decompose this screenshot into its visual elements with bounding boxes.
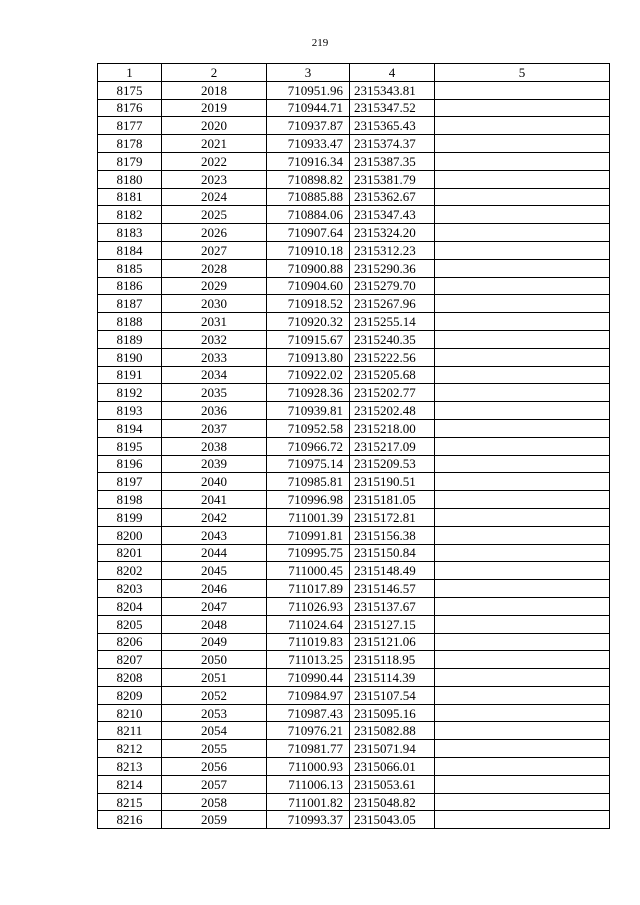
- y-coordinate-cell: 2315279.70: [350, 277, 435, 295]
- table-row: [98, 206, 610, 224]
- y-coordinate-cell: 2315048.82: [350, 793, 435, 811]
- point-number-cell: 8184: [98, 241, 162, 259]
- x-coordinate-cell: 711000.93: [267, 758, 350, 776]
- secondary-number-cell: 2039: [162, 455, 267, 473]
- secondary-number-cell: 2021: [162, 135, 267, 153]
- y-coordinate-cell: 2315150.84: [350, 544, 435, 562]
- table-row: [98, 562, 610, 580]
- secondary-number-cell: 2045: [162, 562, 267, 580]
- secondary-number-cell: 2028: [162, 259, 267, 277]
- x-coordinate-cell: 710951.96: [267, 81, 350, 99]
- x-coordinate-cell: 711024.64: [267, 615, 350, 633]
- note-cell: [435, 580, 610, 598]
- y-coordinate-cell: 2315190.51: [350, 473, 435, 491]
- secondary-number-cell: 2043: [162, 526, 267, 544]
- x-coordinate-cell: 710885.88: [267, 188, 350, 206]
- y-coordinate-cell: 2315347.43: [350, 206, 435, 224]
- point-number-cell: 8183: [98, 224, 162, 242]
- secondary-number-cell: 2059: [162, 811, 267, 829]
- x-coordinate-cell: 710922.02: [267, 366, 350, 384]
- y-coordinate-cell: 2315290.36: [350, 259, 435, 277]
- point-number-cell: 8202: [98, 562, 162, 580]
- y-coordinate-cell: 2315053.61: [350, 775, 435, 793]
- y-coordinate-cell: 2315172.81: [350, 508, 435, 526]
- y-coordinate-cell: 2315202.48: [350, 402, 435, 420]
- point-number-cell: 8198: [98, 491, 162, 509]
- x-coordinate-cell: 710976.21: [267, 722, 350, 740]
- note-cell: [435, 544, 610, 562]
- secondary-number-cell: 2034: [162, 366, 267, 384]
- point-number-cell: 8199: [98, 508, 162, 526]
- note-cell: [435, 277, 610, 295]
- x-coordinate-cell: 711013.25: [267, 651, 350, 669]
- table-row: [98, 277, 610, 295]
- y-coordinate-cell: 2315127.15: [350, 615, 435, 633]
- secondary-number-cell: 2051: [162, 669, 267, 687]
- y-coordinate-cell: 2315209.53: [350, 455, 435, 473]
- point-number-cell: 8212: [98, 740, 162, 758]
- note-cell: [435, 259, 610, 277]
- coordinates-table: [97, 63, 610, 829]
- x-coordinate-cell: 710995.75: [267, 544, 350, 562]
- table-row: [98, 99, 610, 117]
- point-number-cell: 8215: [98, 793, 162, 811]
- y-coordinate-cell: 2315114.39: [350, 669, 435, 687]
- y-coordinate-cell: 2315066.01: [350, 758, 435, 776]
- point-number-cell: 8207: [98, 651, 162, 669]
- secondary-number-cell: 2046: [162, 580, 267, 598]
- note-cell: [435, 669, 610, 687]
- x-coordinate-cell: 710987.43: [267, 704, 350, 722]
- table-row: [98, 117, 610, 135]
- x-coordinate-cell: 711006.13: [267, 775, 350, 793]
- y-coordinate-cell: 2315202.77: [350, 384, 435, 402]
- secondary-number-cell: 2022: [162, 152, 267, 170]
- note-cell: [435, 99, 610, 117]
- x-coordinate-cell: 710939.81: [267, 402, 350, 420]
- y-coordinate-cell: 2315118.95: [350, 651, 435, 669]
- note-cell: [435, 793, 610, 811]
- x-coordinate-cell: 710985.81: [267, 473, 350, 491]
- y-coordinate-cell: 2315082.88: [350, 722, 435, 740]
- secondary-number-cell: 2036: [162, 402, 267, 420]
- x-coordinate-cell: 710966.72: [267, 437, 350, 455]
- y-coordinate-cell: 2315312.23: [350, 241, 435, 259]
- secondary-number-cell: 2041: [162, 491, 267, 509]
- point-number-cell: 8176: [98, 99, 162, 117]
- note-cell: [435, 188, 610, 206]
- y-coordinate-cell: 2315043.05: [350, 811, 435, 829]
- table-row: [98, 704, 610, 722]
- point-number-cell: 8208: [98, 669, 162, 687]
- table-row: [98, 348, 610, 366]
- point-number-cell: 8192: [98, 384, 162, 402]
- note-cell: [435, 562, 610, 580]
- x-coordinate-cell: 710918.52: [267, 295, 350, 313]
- note-cell: [435, 366, 610, 384]
- point-number-cell: 8209: [98, 686, 162, 704]
- table-row: [98, 508, 610, 526]
- y-coordinate-cell: 2315343.81: [350, 81, 435, 99]
- point-number-cell: 8196: [98, 455, 162, 473]
- secondary-number-cell: 2030: [162, 295, 267, 313]
- point-number-cell: 8195: [98, 437, 162, 455]
- table-row: [98, 491, 610, 509]
- x-coordinate-cell: 710996.98: [267, 491, 350, 509]
- secondary-number-cell: 2053: [162, 704, 267, 722]
- table-row: [98, 758, 610, 776]
- point-number-cell: 8194: [98, 419, 162, 437]
- x-coordinate-cell: 710933.47: [267, 135, 350, 153]
- note-cell: [435, 686, 610, 704]
- secondary-number-cell: 2054: [162, 722, 267, 740]
- note-cell: [435, 775, 610, 793]
- point-number-cell: 8179: [98, 152, 162, 170]
- point-number-cell: 8213: [98, 758, 162, 776]
- table-row: [98, 366, 610, 384]
- note-cell: [435, 117, 610, 135]
- point-number-cell: 8189: [98, 330, 162, 348]
- y-coordinate-cell: 2315267.96: [350, 295, 435, 313]
- secondary-number-cell: 2058: [162, 793, 267, 811]
- note-cell: [435, 651, 610, 669]
- y-coordinate-cell: 2315148.49: [350, 562, 435, 580]
- table-row: [98, 615, 610, 633]
- secondary-number-cell: 2048: [162, 615, 267, 633]
- x-coordinate-cell: 710916.34: [267, 152, 350, 170]
- table-row: [98, 455, 610, 473]
- table-row: [98, 135, 610, 153]
- table-row: [98, 669, 610, 687]
- table-row: [98, 437, 610, 455]
- x-coordinate-cell: 710975.14: [267, 455, 350, 473]
- secondary-number-cell: 2052: [162, 686, 267, 704]
- note-cell: [435, 597, 610, 615]
- secondary-number-cell: 2025: [162, 206, 267, 224]
- note-cell: [435, 135, 610, 153]
- note-cell: [435, 313, 610, 331]
- table-body: [98, 81, 610, 828]
- secondary-number-cell: 2038: [162, 437, 267, 455]
- point-number-cell: 8188: [98, 313, 162, 331]
- secondary-number-cell: 2055: [162, 740, 267, 758]
- table-row: [98, 188, 610, 206]
- table-row: [98, 722, 610, 740]
- note-cell: [435, 722, 610, 740]
- point-number-cell: 8201: [98, 544, 162, 562]
- point-number-cell: 8210: [98, 704, 162, 722]
- y-coordinate-cell: 2315121.06: [350, 633, 435, 651]
- column-header: 1: [98, 64, 162, 82]
- table-row: [98, 295, 610, 313]
- y-coordinate-cell: 2315181.05: [350, 491, 435, 509]
- x-coordinate-cell: 710937.87: [267, 117, 350, 135]
- x-coordinate-cell: 710907.64: [267, 224, 350, 242]
- y-coordinate-cell: 2315365.43: [350, 117, 435, 135]
- point-number-cell: 8211: [98, 722, 162, 740]
- y-coordinate-cell: 2315146.57: [350, 580, 435, 598]
- note-cell: [435, 491, 610, 509]
- y-coordinate-cell: 2315071.94: [350, 740, 435, 758]
- x-coordinate-cell: 710920.32: [267, 313, 350, 331]
- point-number-cell: 8214: [98, 775, 162, 793]
- note-cell: [435, 740, 610, 758]
- x-coordinate-cell: 711001.39: [267, 508, 350, 526]
- x-coordinate-cell: 710990.44: [267, 669, 350, 687]
- secondary-number-cell: 2040: [162, 473, 267, 491]
- x-coordinate-cell: 710991.81: [267, 526, 350, 544]
- column-header: 2: [162, 64, 267, 82]
- secondary-number-cell: 2056: [162, 758, 267, 776]
- table-row: [98, 544, 610, 562]
- point-number-cell: 8175: [98, 81, 162, 99]
- secondary-number-cell: 2019: [162, 99, 267, 117]
- secondary-number-cell: 2044: [162, 544, 267, 562]
- x-coordinate-cell: 710915.67: [267, 330, 350, 348]
- note-cell: [435, 384, 610, 402]
- secondary-number-cell: 2033: [162, 348, 267, 366]
- y-coordinate-cell: 2315137.67: [350, 597, 435, 615]
- secondary-number-cell: 2026: [162, 224, 267, 242]
- point-number-cell: 8187: [98, 295, 162, 313]
- y-coordinate-cell: 2315205.68: [350, 366, 435, 384]
- note-cell: [435, 758, 610, 776]
- point-number-cell: 8178: [98, 135, 162, 153]
- table-row: [98, 473, 610, 491]
- table-header-row: [98, 64, 610, 82]
- point-number-cell: 8182: [98, 206, 162, 224]
- secondary-number-cell: 2050: [162, 651, 267, 669]
- table-row: [98, 259, 610, 277]
- secondary-number-cell: 2057: [162, 775, 267, 793]
- note-cell: [435, 473, 610, 491]
- y-coordinate-cell: 2315217.09: [350, 437, 435, 455]
- note-cell: [435, 330, 610, 348]
- x-coordinate-cell: 710900.88: [267, 259, 350, 277]
- point-number-cell: 8206: [98, 633, 162, 651]
- secondary-number-cell: 2024: [162, 188, 267, 206]
- note-cell: [435, 615, 610, 633]
- x-coordinate-cell: 710910.18: [267, 241, 350, 259]
- table-row: [98, 633, 610, 651]
- x-coordinate-cell: 710944.71: [267, 99, 350, 117]
- x-coordinate-cell: 710984.97: [267, 686, 350, 704]
- x-coordinate-cell: 711001.82: [267, 793, 350, 811]
- note-cell: [435, 241, 610, 259]
- y-coordinate-cell: 2315362.67: [350, 188, 435, 206]
- table-row: [98, 775, 610, 793]
- note-cell: [435, 152, 610, 170]
- secondary-number-cell: 2018: [162, 81, 267, 99]
- x-coordinate-cell: 710913.80: [267, 348, 350, 366]
- point-number-cell: 8180: [98, 170, 162, 188]
- secondary-number-cell: 2020: [162, 117, 267, 135]
- point-number-cell: 8205: [98, 615, 162, 633]
- secondary-number-cell: 2035: [162, 384, 267, 402]
- table-row: [98, 793, 610, 811]
- note-cell: [435, 437, 610, 455]
- point-number-cell: 8204: [98, 597, 162, 615]
- point-number-cell: 8186: [98, 277, 162, 295]
- x-coordinate-cell: 710898.82: [267, 170, 350, 188]
- table-row: [98, 419, 610, 437]
- table-row: [98, 241, 610, 259]
- secondary-number-cell: 2042: [162, 508, 267, 526]
- secondary-number-cell: 2029: [162, 277, 267, 295]
- table-row: [98, 526, 610, 544]
- column-header: 5: [435, 64, 610, 82]
- note-cell: [435, 811, 610, 829]
- note-cell: [435, 206, 610, 224]
- table-row: [98, 224, 610, 242]
- table-row: [98, 597, 610, 615]
- x-coordinate-cell: 710993.37: [267, 811, 350, 829]
- y-coordinate-cell: 2315387.35: [350, 152, 435, 170]
- table-row: [98, 330, 610, 348]
- y-coordinate-cell: 2315324.20: [350, 224, 435, 242]
- x-coordinate-cell: 711026.93: [267, 597, 350, 615]
- note-cell: [435, 348, 610, 366]
- point-number-cell: 8216: [98, 811, 162, 829]
- point-number-cell: 8193: [98, 402, 162, 420]
- x-coordinate-cell: 711017.89: [267, 580, 350, 598]
- y-coordinate-cell: 2315222.56: [350, 348, 435, 366]
- column-header: 4: [350, 64, 435, 82]
- note-cell: [435, 81, 610, 99]
- x-coordinate-cell: 710981.77: [267, 740, 350, 758]
- table-row: [98, 740, 610, 758]
- point-number-cell: 8200: [98, 526, 162, 544]
- secondary-number-cell: 2047: [162, 597, 267, 615]
- note-cell: [435, 295, 610, 313]
- y-coordinate-cell: 2315095.16: [350, 704, 435, 722]
- table-row: [98, 81, 610, 99]
- table-row: [98, 686, 610, 704]
- y-coordinate-cell: 2315381.79: [350, 170, 435, 188]
- x-coordinate-cell: 710884.06: [267, 206, 350, 224]
- y-coordinate-cell: 2315374.37: [350, 135, 435, 153]
- point-number-cell: 8190: [98, 348, 162, 366]
- y-coordinate-cell: 2315347.52: [350, 99, 435, 117]
- secondary-number-cell: 2031: [162, 313, 267, 331]
- column-header: 3: [267, 64, 350, 82]
- note-cell: [435, 526, 610, 544]
- secondary-number-cell: 2023: [162, 170, 267, 188]
- table-row: [98, 580, 610, 598]
- table-row: [98, 651, 610, 669]
- note-cell: [435, 455, 610, 473]
- point-number-cell: 8185: [98, 259, 162, 277]
- x-coordinate-cell: 711019.83: [267, 633, 350, 651]
- note-cell: [435, 224, 610, 242]
- table-row: [98, 811, 610, 829]
- note-cell: [435, 704, 610, 722]
- secondary-number-cell: 2032: [162, 330, 267, 348]
- y-coordinate-cell: 2315240.35: [350, 330, 435, 348]
- secondary-number-cell: 2037: [162, 419, 267, 437]
- table-row: [98, 170, 610, 188]
- table-row: [98, 384, 610, 402]
- x-coordinate-cell: 710952.58: [267, 419, 350, 437]
- y-coordinate-cell: 2315218.00: [350, 419, 435, 437]
- x-coordinate-cell: 711000.45: [267, 562, 350, 580]
- point-number-cell: 8203: [98, 580, 162, 598]
- secondary-number-cell: 2027: [162, 241, 267, 259]
- table-row: [98, 152, 610, 170]
- y-coordinate-cell: 2315107.54: [350, 686, 435, 704]
- point-number-cell: 8197: [98, 473, 162, 491]
- point-number-cell: 8191: [98, 366, 162, 384]
- page-number: 219: [311, 37, 329, 49]
- y-coordinate-cell: 2315156.38: [350, 526, 435, 544]
- note-cell: [435, 508, 610, 526]
- note-cell: [435, 402, 610, 420]
- note-cell: [435, 419, 610, 437]
- table-row: [98, 402, 610, 420]
- note-cell: [435, 633, 610, 651]
- point-number-cell: 8181: [98, 188, 162, 206]
- secondary-number-cell: 2049: [162, 633, 267, 651]
- x-coordinate-cell: 710904.60: [267, 277, 350, 295]
- note-cell: [435, 170, 610, 188]
- y-coordinate-cell: 2315255.14: [350, 313, 435, 331]
- x-coordinate-cell: 710928.36: [267, 384, 350, 402]
- table-row: [98, 313, 610, 331]
- point-number-cell: 8177: [98, 117, 162, 135]
